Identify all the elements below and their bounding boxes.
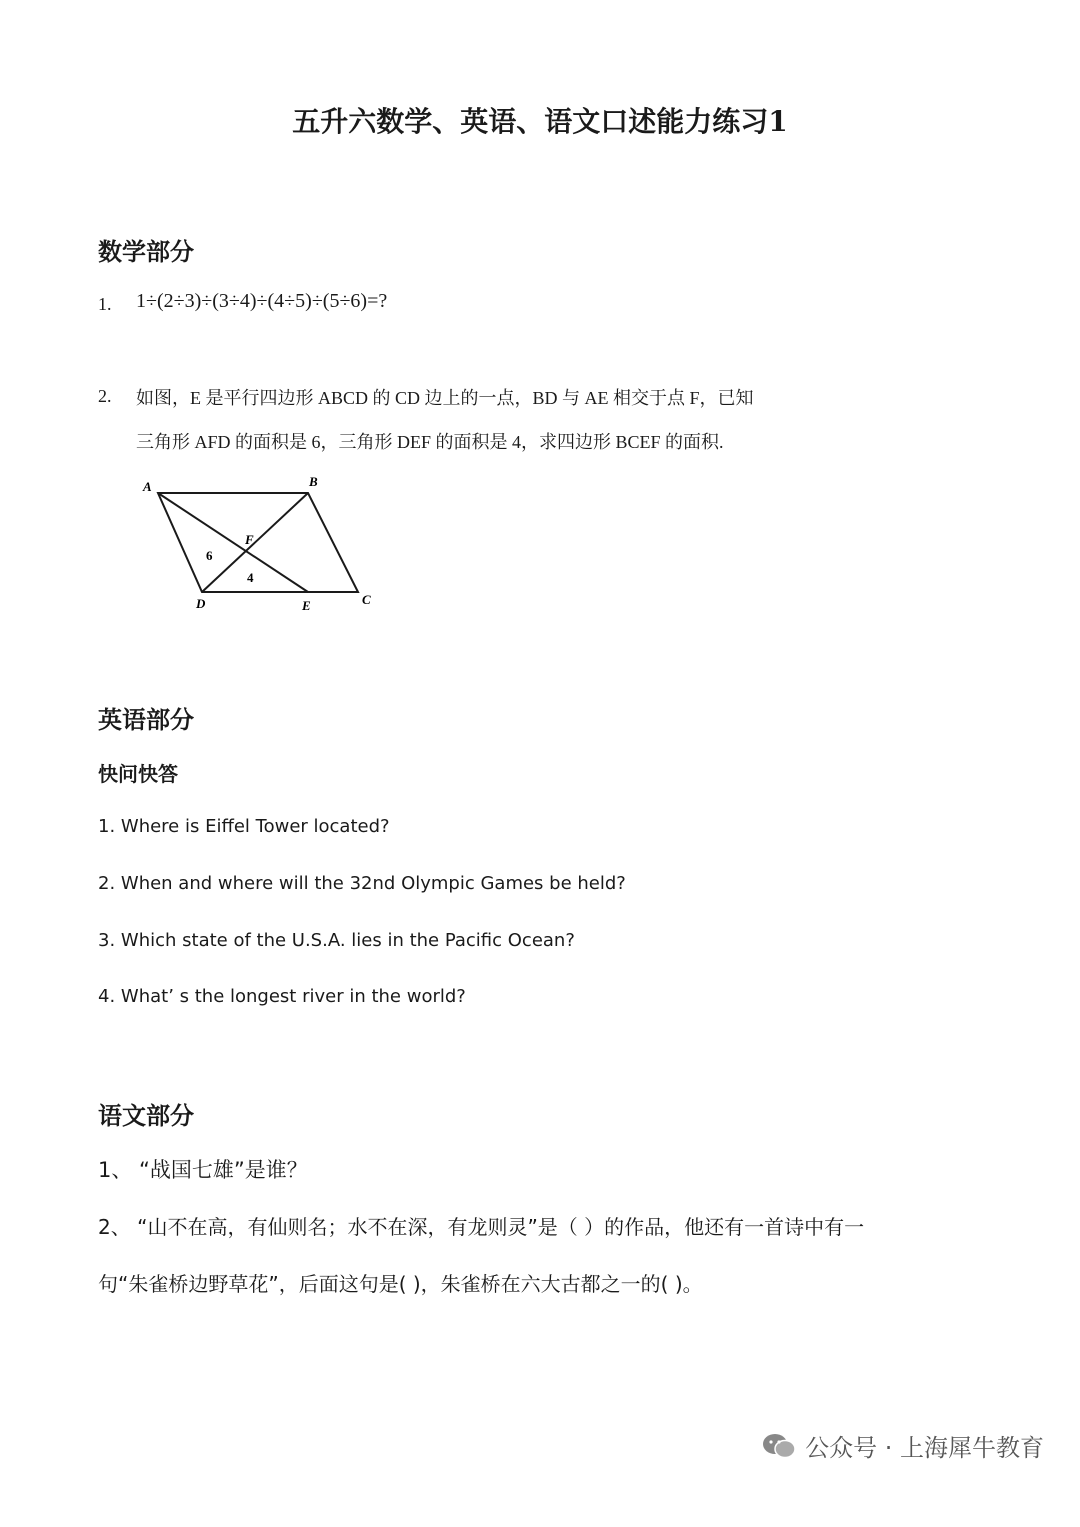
parallelogram-figure xyxy=(140,470,390,620)
label-c: C xyxy=(362,592,371,607)
watermark-text: 公众号 · 上海犀牛教育 xyxy=(805,1434,1044,1462)
english-heading: 英语部分 xyxy=(98,706,194,734)
chinese-question-2-line1: 2、 “山不在高，有仙则名；水不在深，有龙则灵”是（ ）的作品，他还有一首诗中有一 xyxy=(98,1215,865,1239)
label-f: F xyxy=(245,532,254,547)
english-question-1: 1. Where is Eiffel Tower located? xyxy=(98,816,390,837)
math-q2-line1: 如图，E 是平行四边形 ABCD 的 CD 边上的一点，BD 与 AE 相交于点 F，已知 xyxy=(136,388,754,408)
label-a: A xyxy=(143,479,152,494)
math-q2-number: 2. xyxy=(98,386,112,406)
watermark xyxy=(761,1428,1044,1463)
page-title: 五升六数学、英语、语文口述能力练习1 xyxy=(292,105,788,138)
label-e: E xyxy=(302,598,311,613)
math-q2-line2: 三角形 AFD 的面积是 6，三角形 DEF 的面积是 4，求四边形 BCEF 的面积. xyxy=(136,432,724,452)
math-q1-number: 1. xyxy=(98,294,112,314)
math-heading: 数学部分 xyxy=(98,238,194,266)
area-def-value: 4 xyxy=(247,570,254,585)
label-d: D xyxy=(196,596,206,611)
english-question-3: 3. Which state of the U.S.A. lies in the Pacific Ocean? xyxy=(98,930,575,951)
label-b: B xyxy=(309,474,318,489)
wechat-icon xyxy=(761,1432,797,1460)
math-q1-expression: 1÷(2÷3)÷(3÷4)÷(4÷5)÷(5÷6)=? xyxy=(136,290,388,312)
area-afd-value: 6 xyxy=(206,548,213,563)
english-subheading: 快问快答 xyxy=(98,762,178,786)
segment-bd xyxy=(202,493,308,592)
chinese-question-2-line2: 句“朱雀桥边野草花”，后面这句是( )，朱雀桥在六大古都之一的( )。 xyxy=(98,1272,703,1296)
chinese-heading: 语文部分 xyxy=(98,1102,194,1130)
parallelogram-abcd xyxy=(158,493,358,592)
chinese-question-1: 1、 “战国七雄”是谁？ xyxy=(98,1158,308,1182)
parallelogram-diagram xyxy=(140,470,390,620)
english-question-2: 2. When and where will the 32nd Olympic Games be held? xyxy=(98,873,626,894)
english-question-4: 4. What’ s the longest river in the world? xyxy=(98,986,466,1007)
